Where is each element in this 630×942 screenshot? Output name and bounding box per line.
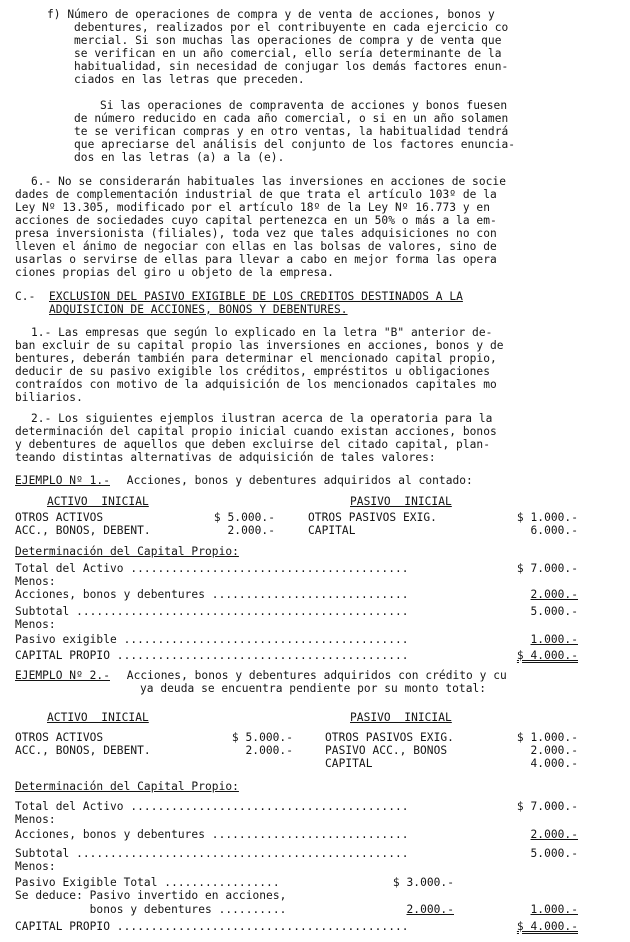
example-1-pasivo-value: $ 1.000.- <box>516 511 578 524</box>
example-2-line-label: Subtotal ................................................. <box>15 847 409 860</box>
example-2-pasivo-value: $ 1.000.- <box>516 731 578 744</box>
para-f-line: mercial. Si son muchas las operaciones de compra y de venta que <box>74 34 502 47</box>
section-c-number: C.- <box>15 290 36 303</box>
example-2-desc: ya deuda se encuentra pendiente por su monto total: <box>140 682 487 695</box>
example-2-activo-value: $ 5.000.- <box>231 731 293 744</box>
para-f-line: f) Número de operaciones de compra y de venta de acciones, bonos y <box>47 8 495 21</box>
para-2-line: y debentures de aquellos que deben excluirse del citado capital, plan- <box>15 438 490 451</box>
para-6-line: lleven el ánimo de negociar con ellas en las bolsas de valores, sino de <box>15 240 497 253</box>
para-6-line: acciones de sociedades cuyo capital pertenezca en un 50% o más a la em- <box>15 214 497 227</box>
para-1-line: bentures, deberán también para determinar el mencionado capital propio, <box>15 352 497 365</box>
example-2-desc: Acciones, bonos y debentures adquiridos con crédito y cu <box>120 669 507 682</box>
example-2-line-label: Menos: <box>15 813 56 826</box>
example-2-activo-value: 2.000.- <box>245 744 293 757</box>
example-2-line-label: bonos y debentures .......... <box>15 903 287 916</box>
example-2-line-value: $ 3.000.- <box>392 876 454 889</box>
example-2-pasivo-label: OTROS PASIVOS EXIG. <box>325 731 454 744</box>
example-1-pasivo-heading: PASIVO INICIAL <box>350 495 452 508</box>
example-2-line-value: 5.000.- <box>530 847 578 860</box>
para-6-line: ciones propias del giro u objeto de la empresa. <box>15 266 334 279</box>
para-6-line: dades de complementación industrial de que trata el artículo 103º de la <box>15 188 497 201</box>
example-1-desc: Acciones, bonos y debentures adquiridos al contado: <box>120 474 473 487</box>
para-1-line: ban excluir de su capital propio las inversiones en acciones, bonos y de <box>15 339 504 352</box>
example-2-determination-title: Determinación del Capital Propio: <box>15 780 239 793</box>
example-1-line-label: Pasivo exigible .......................................... <box>15 633 409 646</box>
example-2-line-label: Pasivo Exigible Total ................. <box>15 876 280 889</box>
para-f2-line: que apreciarse del análisis del conjunto de los factores enuncia- <box>74 138 516 151</box>
example-1-line-value: 5.000.- <box>530 605 578 618</box>
para-f2-line: de número reducido en cada año comercial, o si en un año solamen <box>74 112 509 125</box>
example-2-activo-label: OTROS ACTIVOS <box>15 731 104 744</box>
example-2-pasivo-label: CAPITAL <box>325 757 373 770</box>
para-2-line: 2.- Los siguientes ejemplos ilustran acerca de la operatoria para la <box>31 412 493 425</box>
para-6-line: presa inversionista (filiales), toda vez que tales adquisiciones no con <box>15 227 497 240</box>
example-2-line-value: 2.000.- <box>406 903 454 916</box>
para-2-line: determinación del capital propio inicial cuando existan acciones, bonos <box>15 425 497 438</box>
para-f-line: ciados en las letras que preceden. <box>74 73 305 86</box>
example-1-activo-label: OTROS ACTIVOS <box>15 511 104 524</box>
example-2-line-label: Acciones, bonos y debentures ............................. <box>15 828 409 841</box>
example-1-capital-value: $ 4.000.- <box>516 649 578 662</box>
example-1-pasivo-value: 6.000.- <box>530 524 578 537</box>
section-c-title: EXCLUSION DEL PASIVO EXIGIBLE DE LOS CREDITOS DESTINADOS A LA <box>49 290 463 303</box>
example-1-activo-value: 2.000.- <box>227 524 275 537</box>
example-1-activo-value: $ 5.000.- <box>213 511 275 524</box>
example-1-line-label: Menos: <box>15 575 56 588</box>
example-2-line-value: $ 7.000.- <box>516 800 578 813</box>
example-2-pasivo-label: PASIVO ACC., BONOS <box>325 744 448 757</box>
example-2-pasivo-heading: PASIVO INICIAL <box>350 711 452 724</box>
para-1-line: 1.- Las empresas que según lo explicado en la letra "B" anterior de- <box>31 326 493 339</box>
example-1-line-label: Menos: <box>15 618 56 631</box>
example-1-line-value: 2.000.- <box>530 588 578 601</box>
para-f-line: se verifican en un año comercial, ello sería determinante de la <box>74 47 502 60</box>
example-2-line-value: 2.000.- <box>530 828 578 841</box>
para-f2-line: te se verifican compras y en otro ventas, la habitualidad tendrá <box>74 125 509 138</box>
example-2-activo-label: ACC., BONOS, DEBENT. <box>15 744 151 757</box>
example-2-pasivo-value: 4.000.- <box>530 757 578 770</box>
example-1-line-label: Acciones, bonos y debentures ............................. <box>15 588 409 601</box>
para-f2-line: dos en las letras (a) a la (e). <box>74 151 285 164</box>
example-1-determination-title: Determinación del Capital Propio: <box>15 545 239 558</box>
para-f2-line: Si las operaciones de compraventa de acciones y bonos fuesen <box>100 99 508 112</box>
para-f-line: habitualidad, sin necesidad de conjugar los demás factores enun- <box>74 60 509 73</box>
example-1-activo-heading: ACTIVO INICIAL <box>47 495 149 508</box>
example-2-label: EJEMPLO Nº 2.- <box>15 669 110 682</box>
para-6-line: 6.- No se considerarán habituales las inversiones en acciones de socie <box>31 175 506 188</box>
section-c-title: ADQUISICION DE ACCIONES, BONOS Y DEBENTURES. <box>49 303 348 316</box>
example-1-line-label: CAPITAL PROPIO ........................................... <box>15 649 409 662</box>
example-2-pasivo-value: 2.000.- <box>530 744 578 757</box>
example-1-line-value: 1.000.- <box>530 633 578 646</box>
example-2-activo-heading: ACTIVO INICIAL <box>47 711 149 724</box>
para-2-line: teando distintas alternativas de adquisición de tales valores: <box>15 451 436 464</box>
example-2-line-label: Menos: <box>15 860 56 873</box>
example-1-pasivo-label: CAPITAL <box>308 524 356 537</box>
example-1-line-label: Subtotal ................................................. <box>15 605 409 618</box>
example-2-line-label: CAPITAL PROPIO ........................................... <box>15 920 409 933</box>
para-1-line: biliarios. <box>15 391 83 404</box>
example-1-pasivo-label: OTROS PASIVOS EXIG. <box>308 511 437 524</box>
example-2-capital-value: $ 4.000.- <box>516 920 578 933</box>
example-1-activo-label: ACC., BONOS, DEBENT. <box>15 524 151 537</box>
example-2-line-label: Se deduce: Pasivo invertido en acciones, <box>15 889 287 902</box>
para-1-line: contraídos con motivo de la adquisición de los mencionados capitales mo <box>15 378 497 391</box>
example-1-line-label: Total del Activo ......................................... <box>15 562 409 575</box>
example-2-line-label: Total del Activo ......................................... <box>15 800 409 813</box>
example-2-line-value: 1.000.- <box>530 903 578 916</box>
para-6-line: Ley Nº 13.305, modificado por el artículo 18º de la Ley Nº 16.773 y en <box>15 201 490 214</box>
para-f-line: debentures, realizados por el contribuyente en cada ejercicio co <box>74 21 509 34</box>
example-1-label: EJEMPLO Nº 1.- <box>15 474 110 487</box>
para-6-line: usarlas o servirse de ellas para llevar a cabo en mejor forma las opera <box>15 253 497 266</box>
example-1-line-value: $ 7.000.- <box>516 562 578 575</box>
para-1-line: deducir de su pasivo exigible los créditos, empréstitos u obligaciones <box>15 365 490 378</box>
